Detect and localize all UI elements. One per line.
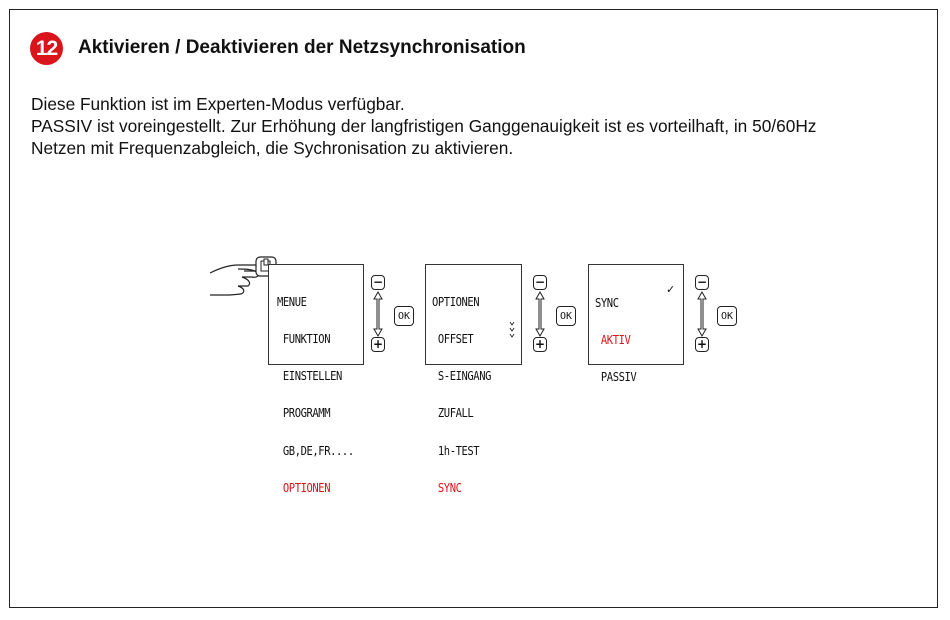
ok-button[interactable]: OK: [717, 306, 737, 326]
step-number-badge: 12: [30, 32, 63, 65]
description: [31, 93, 911, 159]
lcd-line-selected: AKTIV: [595, 332, 631, 348]
lcd-line: MENUE: [277, 293, 307, 309]
description-line-3: Netzen mit Frequenzabgleich, die Sychronisation zu aktivieren.: [31, 138, 514, 158]
up-down-arrow-icon: [533, 290, 547, 338]
lcd-line: ZUFALL: [432, 405, 474, 421]
ok-button[interactable]: OK: [556, 306, 576, 326]
up-down-arrow-icon: [695, 290, 709, 338]
lcd-screen-menu: [268, 264, 364, 495]
lcd-line: FUNKTION: [277, 331, 331, 347]
lcd-line: EINSTELLEN: [277, 368, 342, 384]
plus-button[interactable]: +: [696, 337, 708, 351]
up-down-arrow-icon: [371, 290, 385, 338]
plus-button[interactable]: +: [534, 337, 546, 351]
lcd-line: OFFSET: [432, 331, 474, 347]
scroll-down-indicator-icon: [509, 321, 515, 341]
lcd-line: SYNC: [595, 294, 619, 310]
lcd-line: GB,DE,FR....: [277, 442, 354, 458]
lcd-line: PASSIV: [595, 369, 637, 385]
lcd-line: S-EINGANG: [432, 368, 492, 384]
lcd-line: PROGRAMM: [277, 405, 331, 421]
minus-button[interactable]: −: [372, 275, 384, 289]
lcd-line: 1h-TEST: [432, 442, 480, 458]
minus-button[interactable]: −: [696, 275, 708, 289]
description-line-2: PASSIV ist voreingestellt. Zur Erhöhung der langfristigen Ganggenauigkeit ist es vorteilhaft, in 50/60Hz: [31, 116, 817, 136]
minus-button[interactable]: −: [534, 275, 546, 289]
description-line-1: Diese Funktion ist im Experten-Modus verfügbar.: [31, 94, 405, 114]
plus-button[interactable]: +: [372, 337, 384, 351]
lcd-line-selected: SYNC: [432, 479, 462, 495]
section-title: Aktivieren / Deaktivieren der Netzsynchronisation: [78, 37, 526, 58]
lcd-screen-sync: [588, 264, 684, 385]
lcd-line-selected: OPTIONEN: [277, 479, 331, 495]
lcd-line: OPTIONEN: [432, 293, 480, 309]
check-mark-icon: ✓: [666, 283, 676, 296]
ok-button[interactable]: OK: [394, 306, 414, 326]
lcd-screen-options: [425, 264, 522, 495]
